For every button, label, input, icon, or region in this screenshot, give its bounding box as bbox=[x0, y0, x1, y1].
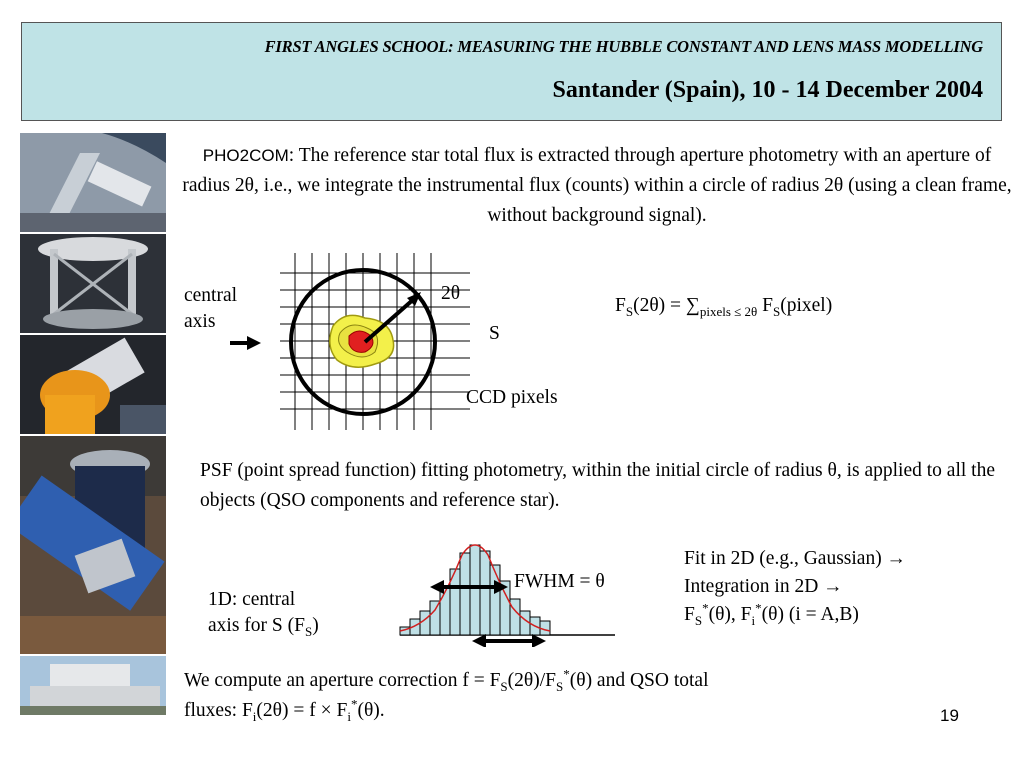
fit-description bbox=[684, 545, 906, 629]
header-title: FIRST ANGLES SCHOOL: MEASURING THE HUBBLE CONSTANT AND LENS MASS MODELLING bbox=[264, 37, 983, 56]
psf-paragraph: PSF (point spread function) fitting photometry, within the initial circle of radius θ, is applied to all the objects (QSO components and reference star). bbox=[200, 460, 995, 511]
radius-label: 2θ bbox=[441, 283, 461, 304]
fit-line-1: Fit in 2D (e.g., Gaussian) → bbox=[684, 548, 907, 569]
intro-text: : The reference star total flux is extracted through aperture photometry with an aperture of radius 2θ, i.e., we integrate the instrumental flux (counts) within a circle of radius 2θ (using a clean frame, without background signal). bbox=[182, 145, 1012, 226]
one-d-axis-label: 1D: central axis for S $(F_S)$ bbox=[208, 589, 319, 639]
ccd-pixels-label: CCD pixels bbox=[466, 387, 558, 408]
aperture-correction-paragraph: We compute an aperture correction $f = F_S(2\theta)/F_S^*(\theta)$ and QSO total fluxes: $F_i(2\theta) = f \times F_i^*(\theta)$. bbox=[184, 666, 709, 724]
observatory-building-photo bbox=[20, 656, 166, 715]
pho2com-label: PHO2COM bbox=[202, 146, 289, 165]
fit-line-2: Integration in 2D → bbox=[684, 576, 843, 597]
telescope-yellow-photo bbox=[20, 335, 166, 434]
photo-strip bbox=[20, 133, 166, 744]
telescope-frame-photo bbox=[20, 234, 166, 333]
central-axis-label: central axis bbox=[184, 285, 238, 332]
intro-paragraph bbox=[182, 141, 1012, 231]
fwhm-label: FWHM = θ bbox=[514, 571, 605, 592]
telescope-dome-photo bbox=[20, 133, 166, 232]
psf-core bbox=[349, 331, 373, 352]
aperture-diagram bbox=[225, 248, 485, 438]
page-number: 19 bbox=[940, 706, 959, 725]
header-banner bbox=[21, 22, 1002, 121]
telescope-blue-photo bbox=[20, 436, 166, 654]
header-subtitle: Santander (Spain), 10 - 14 December 2004 bbox=[552, 77, 983, 103]
source-label: S bbox=[489, 323, 500, 344]
axis-arrowhead bbox=[247, 336, 261, 350]
fit-line-3: $F_S^*(\theta)$, $F_i^*(\theta) (i = A,B)$ bbox=[684, 600, 859, 628]
flux-formula: $F_S(2\theta) = \sum_{pixels \le 2\theta}$ $F_S(pixel)$ bbox=[615, 295, 833, 319]
